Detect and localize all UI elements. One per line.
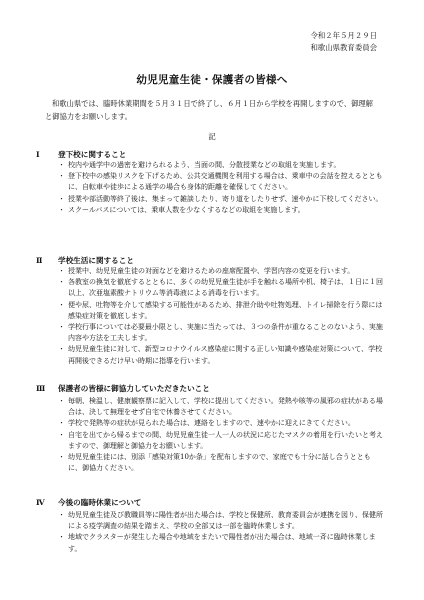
list-item: ・ 幼児児童生徒には、別添「感染対策10か条」を配布しますので、家庭でも十分に話し合うとともに、御協力ください。 (58, 452, 384, 474)
list-item: ・ 自宅を出てから帰るまでの間、幼児児童生徒一人一人の状況に応じたマスクの着用を行いたいと考えますので、御理解と御協力をお願いします。 (58, 430, 384, 452)
document-title: 幼児児童生徒・保護者の皆様へ (136, 74, 288, 86)
list-item: ・ 校内や通学中の過密を避けられるよう、当面の間、分散授業などの取組を実施します。 (58, 160, 384, 171)
ki-marker: 記 (208, 132, 216, 141)
date-text: 令和２年５月２９日 (310, 31, 377, 40)
section-number: Ⅱ (36, 256, 43, 265)
list-item: ・ 便や尿、吐物等を介して感染する可能性があるため、排泄介助や吐物処理、トイレ掃除を行う際には感染症対策を徹底します。 (58, 300, 384, 322)
intro-paragraph: 和歌山県では、臨時休業期間を５月３１日で終了し、６月１日から学校を再開しますので、御理解と御協力をお願いします。 (45, 99, 373, 121)
section-heading (36, 383, 210, 394)
section-item-list (58, 266, 384, 367)
list-item: ・ 地域でクラスターが発生した場合や地域をまたいで陽性者が出た場合は、地域一斉に臨時休業します。 (58, 532, 384, 554)
list-item: ・ 毎朝、検温し、健康観察票に記入して、学校に提出してください。発熱や咳等の風邪の症状がある場合は、決して無理をせず自宅で休養させてください。 (58, 396, 384, 418)
list-item: ・ 学校行事については必要最小限とし、実施に当たっては、３つの条件が重なることのないよう、実施内容や方法を工夫します。 (58, 322, 384, 344)
section-item-list (58, 510, 384, 555)
list-item: ・ スクールバスについては、乗車人数を少なくするなどの取組を実施します。 (58, 205, 384, 216)
section-title: 学校生活に関すること (58, 256, 134, 265)
list-item: ・ 学校で発熱等の症状が見られた場合は、連絡をしますので、速やかに迎えにきてください。 (58, 418, 384, 429)
section-number: Ⅲ (36, 384, 46, 393)
section-heading (36, 497, 141, 508)
issuer-text: 和歌山県教育委員会 (310, 43, 377, 52)
list-item: ・ 授業や部活動等終了後は、集まって雑談したり、寄り道をしたりせず、速やかに下校してください。 (58, 194, 384, 205)
header-block (310, 30, 377, 54)
list-item: ・ 各教室の換気を徹底するとともに、多くの幼児児童生徒が手を触れる場所や机、椅子は、１日に１回以上、次亜塩素酸ナトリウム等消毒液による消毒を行います。 (58, 277, 384, 299)
list-item: ・ 登下校中の感染リスクを下げるため、公共交通機関を利用する場合は、乗車中の会話を控えるとともに、自転車や徒歩による通学の場合も身体的距離を確保してください。 (58, 171, 384, 193)
list-item: ・ 幼児児童生徒に対して、新型コロナウイルス感染症に関する正しい知識や感染症対策について、学校再開後できるだけ早い時期に指導を行います。 (58, 344, 384, 366)
list-item: ・ 授業中、幼児児童生徒の対面などを避けるための座席配置や、学習内容の変更を行います。 (58, 266, 384, 277)
section-title: 登下校に関すること (58, 150, 127, 159)
section-item-list (58, 160, 384, 216)
list-item: ・ 幼児児童生徒及び教職員等に陽性者が出た場合は、学校と保健所、教育委員会が連携を図り、保健所による疫学調査の結果を踏まえ、学校の全部又は一部を臨時休業します。 (58, 510, 384, 532)
section-title: 保護者の皆様に御協力していただきたいこと (58, 384, 210, 393)
section-heading (36, 255, 134, 266)
section-heading (36, 149, 126, 160)
section-number: Ⅰ (36, 150, 40, 159)
section-number: Ⅳ (36, 498, 45, 507)
section-item-list (58, 396, 384, 474)
section-title: 今後の臨時休業について (58, 498, 142, 507)
